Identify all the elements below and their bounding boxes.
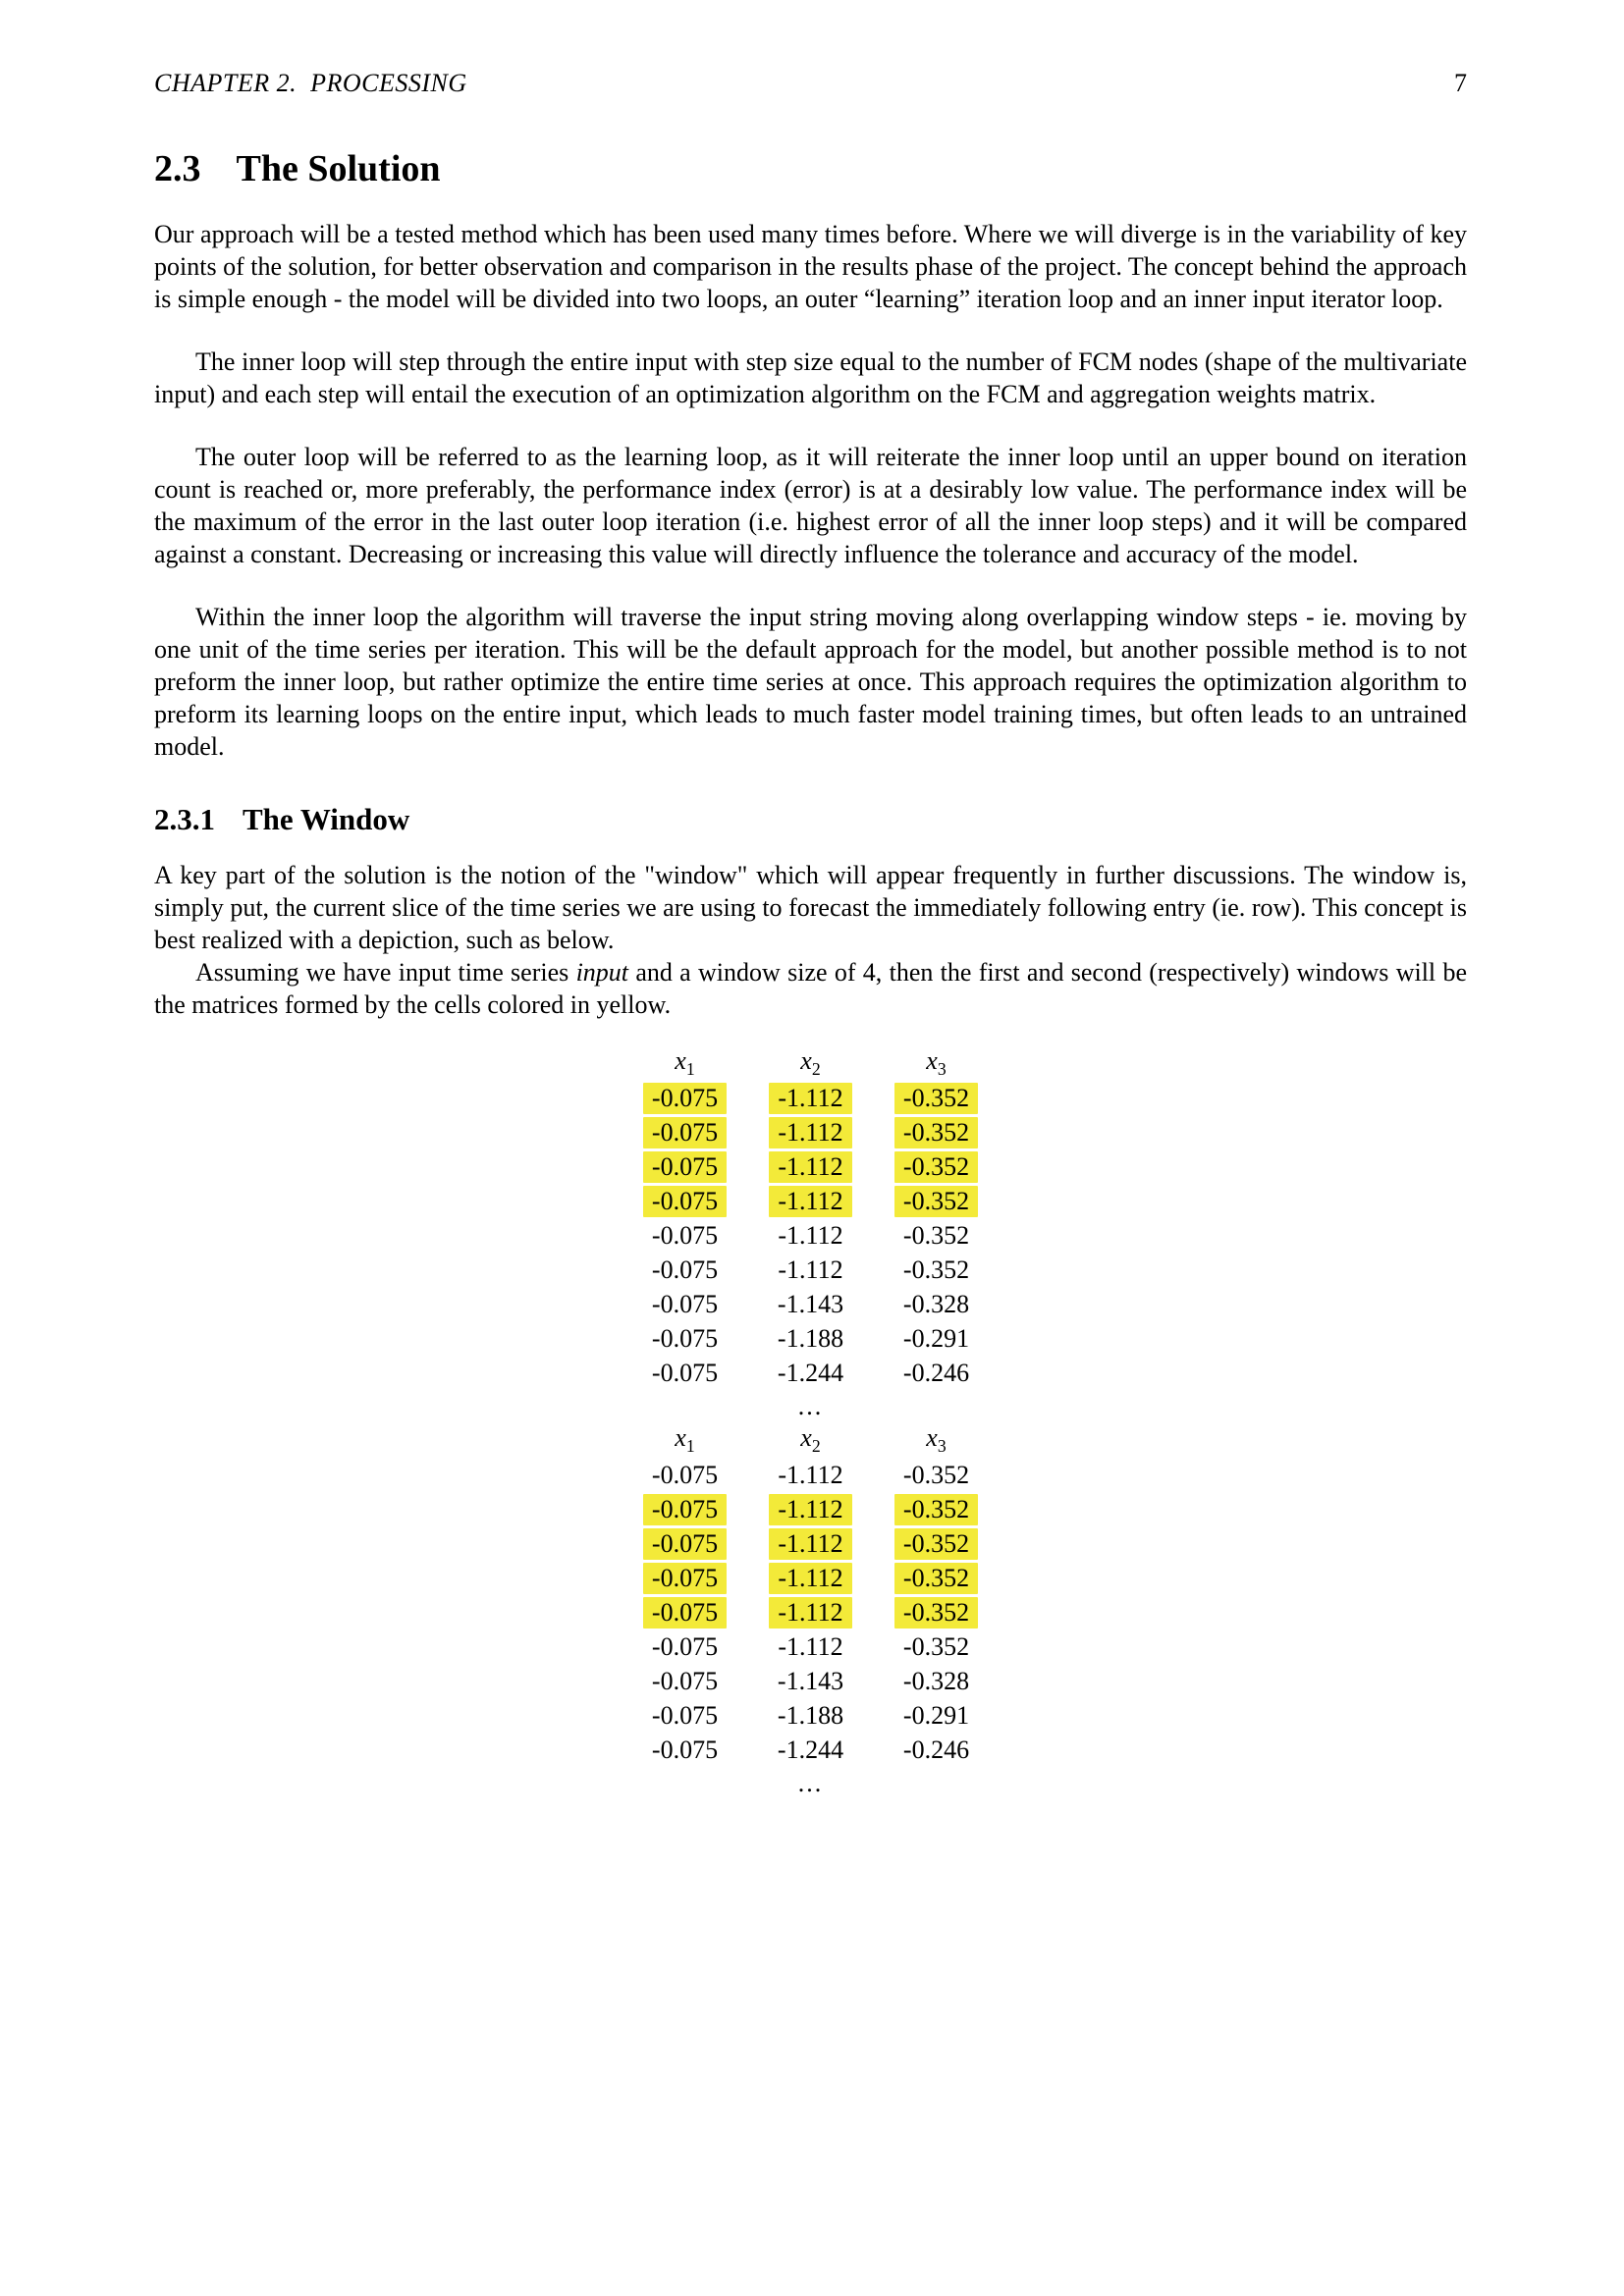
cell-value: -0.075 (651, 1700, 719, 1730)
paragraph: The outer loop will be referred to as the learning loop, as it will reiterate the inner loop until an upper bound on iteration count is reached or, more preferably, the performance index (error) is at a desirably low value. The performance index will be the maximum of the error in the last outer loop iteration (i.e. highest error of all the inner loop steps) and it will be compared against a constant. Decreasing or increasing this value will directly influence the tolerance and accuracy of the model. (154, 443, 1467, 568)
table-row (623, 1629, 1000, 1664)
table-row (623, 1321, 1000, 1356)
table-row (623, 1081, 1000, 1115)
cell-value: -1.143 (777, 1289, 844, 1318)
cell-value: -0.075 (651, 1631, 719, 1661)
cell-value: -0.352 (902, 1220, 970, 1250)
table-row (623, 1561, 1000, 1595)
cell-value: -1.112 (778, 1631, 843, 1661)
page-number: 7 (1454, 69, 1467, 97)
cell-value: -0.075 (643, 1117, 727, 1148)
cell-value: -1.244 (777, 1735, 844, 1764)
cell-value: -0.075 (643, 1083, 727, 1114)
cell-value: -0.075 (643, 1528, 727, 1560)
table-row (623, 1218, 1000, 1253)
cell-value: -0.075 (643, 1494, 727, 1525)
cell-value: -0.075 (643, 1186, 727, 1217)
table-row (623, 1664, 1000, 1698)
cell-value: -1.112 (769, 1597, 851, 1629)
paragraph-text: and a window size of 4, then the first and second (respectively) windows will be the matrices formed by the cells colored in yellow. (154, 958, 1468, 1019)
cell-value: -1.112 (769, 1186, 851, 1217)
table-row (623, 1184, 1000, 1218)
paragraph-text: Assuming we have input time series (195, 958, 576, 987)
cell-value: -0.352 (894, 1117, 978, 1148)
paragraph (154, 956, 1467, 1021)
subsection-heading (154, 802, 1467, 837)
column-header: $x_1$ (675, 1423, 695, 1457)
cell-value: -0.352 (894, 1151, 978, 1183)
table-row (623, 1458, 1000, 1492)
cell-value: -0.075 (651, 1289, 719, 1318)
table-row (623, 1253, 1000, 1287)
cell-value: -1.112 (769, 1083, 851, 1114)
cell-value: -0.075 (643, 1151, 727, 1183)
table-row (623, 1287, 1000, 1321)
paragraph: A key part of the solution is the notion of the "window" which will appear frequently in further discussions. The window is, simply put, the current slice of the time series we are using to forecast the immediately following entry (ie. row). This concept is best realized with a depiction, such as below. (154, 861, 1467, 954)
subsection-number: 2.3.1 (154, 802, 215, 836)
running-header (154, 69, 1467, 98)
cell-value: -1.112 (769, 1494, 851, 1525)
column-header: $x_2$ (800, 1423, 821, 1457)
cell-value: -0.352 (894, 1494, 978, 1525)
second-window-table (623, 1423, 1000, 1800)
window-depiction (623, 1046, 1000, 1800)
cell-value: -1.112 (769, 1563, 851, 1594)
cell-value: -0.352 (902, 1631, 970, 1661)
table-header-row (623, 1423, 1000, 1458)
table-row (623, 1115, 1000, 1149)
cell-value: -0.075 (651, 1358, 719, 1387)
first-window-table (623, 1046, 1000, 1423)
cell-value: -0.075 (651, 1255, 719, 1284)
cell-value: -1.112 (769, 1117, 851, 1148)
cell-value: -1.112 (778, 1460, 843, 1489)
cell-value: -0.075 (651, 1460, 719, 1489)
cell-value: -0.246 (902, 1735, 970, 1764)
math-variable: input (575, 958, 629, 987)
cell-value: -0.075 (651, 1735, 719, 1764)
cell-value: -0.291 (902, 1323, 970, 1353)
column-header: $x_3$ (926, 1046, 947, 1080)
table-row (623, 1149, 1000, 1184)
cell-value: -0.075 (651, 1220, 719, 1250)
cell-value: -0.352 (902, 1255, 970, 1284)
ellipsis: ... (797, 1392, 824, 1420)
column-header: $x_2$ (800, 1046, 821, 1080)
section-heading (154, 147, 1467, 190)
cell-value: -0.352 (894, 1528, 978, 1560)
paragraph: The inner loop will step through the entire input with step size equal to the number of FCM nodes (shape of the multivariate input) and each step will entail the execution of an optimization algorithm on the FCM and aggregation weights matrix. (154, 347, 1467, 408)
cell-value: -0.352 (902, 1460, 970, 1489)
table-row (623, 1356, 1000, 1390)
cell-value: -0.352 (894, 1186, 978, 1217)
table-row (623, 1733, 1000, 1767)
cell-value: -1.143 (777, 1666, 844, 1695)
cell-value: -0.328 (902, 1289, 970, 1318)
chapter-header: CHAPTER 2. PROCESSING (154, 69, 467, 97)
cell-value: -0.291 (902, 1700, 970, 1730)
table-header-row (623, 1046, 1000, 1081)
cell-value: -1.188 (777, 1700, 844, 1730)
cell-value: -0.328 (902, 1666, 970, 1695)
cell-value: -0.246 (902, 1358, 970, 1387)
paragraph: Within the inner loop the algorithm will traverse the input string moving along overlapping window steps - ie. moving by one unit of the time series per iteration. This will be the default approach for the model, but another possible method is to not preform the inner loop, but rather optimize the entire time series at once. This approach requires the optimization algorithm to preform its learning loops on the entire input, which leads to much faster model training times, but often leads to an untrained model. (154, 603, 1467, 761)
cell-value: -0.075 (651, 1323, 719, 1353)
table-row (623, 1492, 1000, 1526)
cell-value: -0.075 (643, 1597, 727, 1629)
cell-value: -1.112 (778, 1220, 843, 1250)
subsection-title: The Window (243, 802, 410, 836)
section-number: 2.3 (154, 148, 201, 189)
ellipsis-row (623, 1390, 1000, 1423)
cell-value: -1.244 (777, 1358, 844, 1387)
cell-value: -0.075 (651, 1666, 719, 1695)
cell-value: -1.112 (778, 1255, 843, 1284)
cell-value: -1.112 (769, 1151, 851, 1183)
cell-value: -0.352 (894, 1083, 978, 1114)
ellipsis-row (623, 1767, 1000, 1800)
column-header: $x_3$ (926, 1423, 947, 1457)
cell-value: -0.352 (894, 1563, 978, 1594)
column-header: $x_1$ (675, 1046, 695, 1080)
cell-value: -1.112 (769, 1528, 851, 1560)
cell-value: -0.352 (894, 1597, 978, 1629)
section-title: The Solution (236, 148, 441, 189)
paragraph: Our approach will be a tested method which has been used many times before. Where we will diverge is in the variability of key points of the solution, for better observation and comparison in the results phase of the project. The concept behind the approach is simple enough - the model will be divided into two loops, an outer “learning” iteration loop and an inner input iterator loop. (154, 220, 1467, 313)
cell-value: -1.188 (777, 1323, 844, 1353)
ellipsis: ... (797, 1769, 824, 1797)
table-row (623, 1595, 1000, 1629)
table-row (623, 1526, 1000, 1561)
cell-value: -0.075 (643, 1563, 727, 1594)
table-row (623, 1698, 1000, 1733)
